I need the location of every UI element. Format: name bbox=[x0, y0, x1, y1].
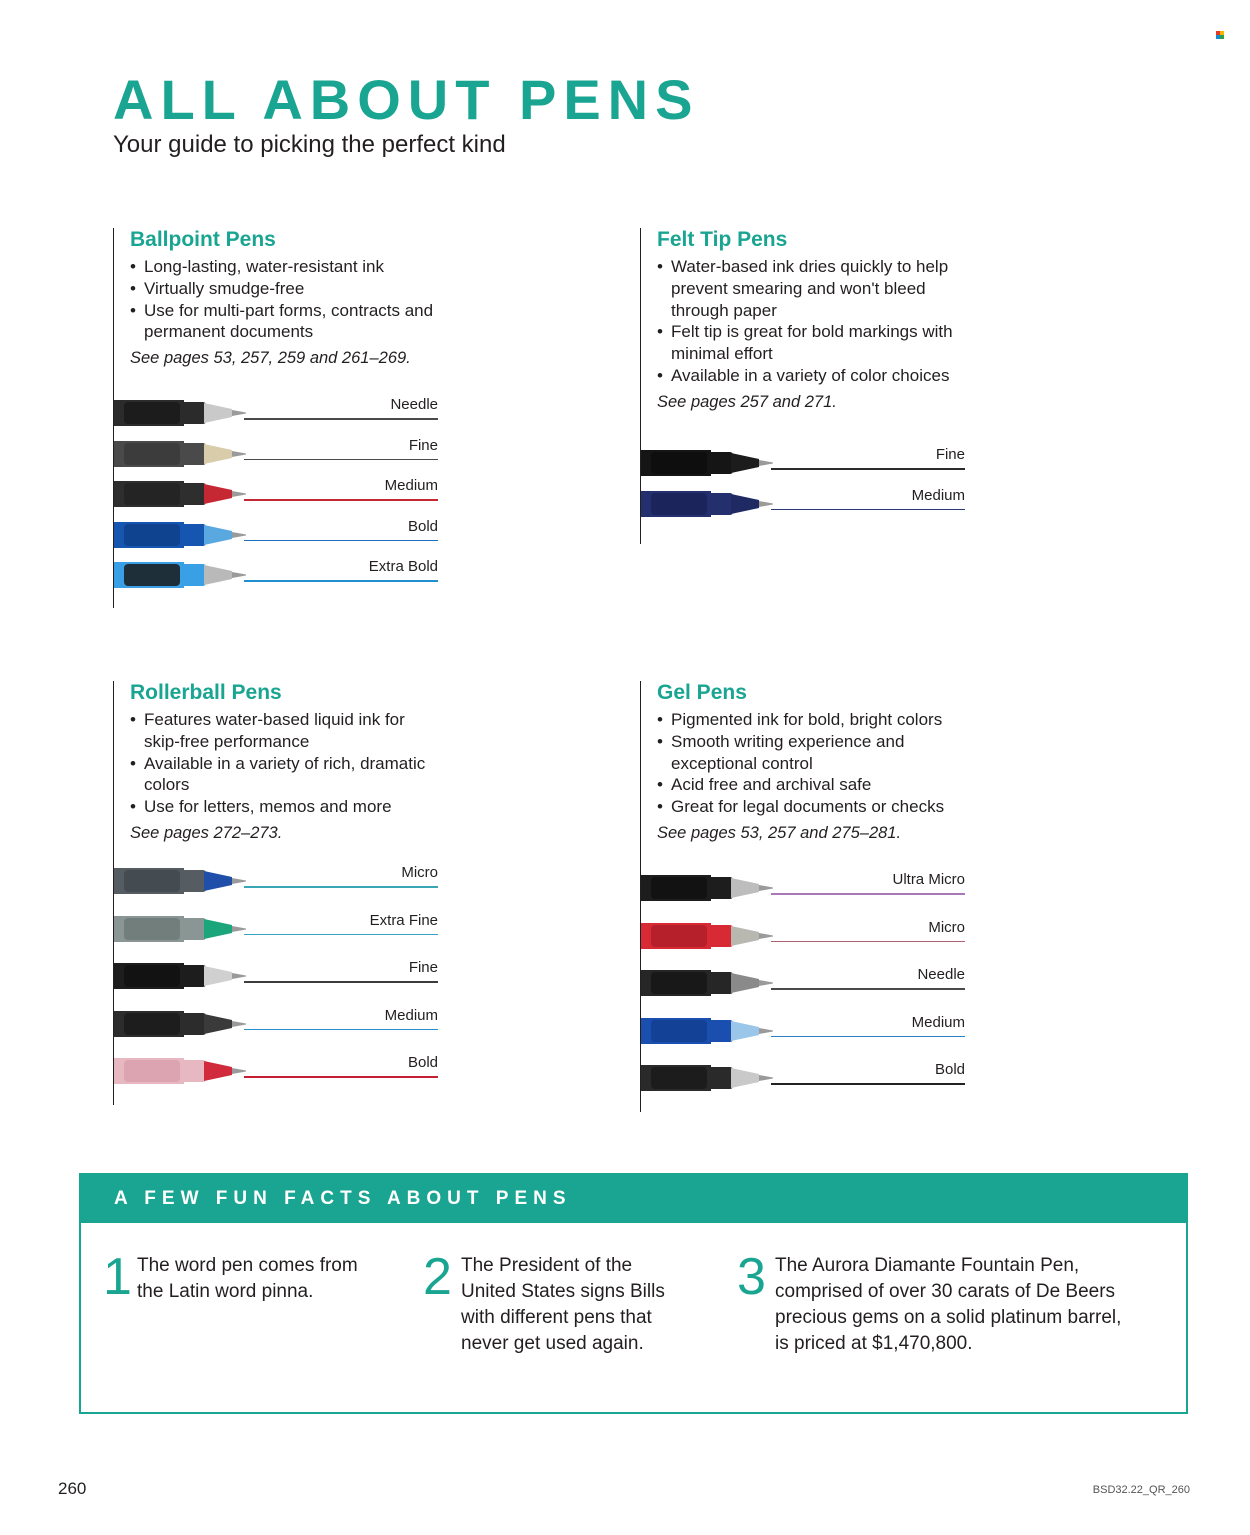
pen-image bbox=[641, 871, 781, 905]
bullet-item: • Virtually smudge-free bbox=[130, 278, 444, 300]
pen-image bbox=[114, 437, 254, 471]
pen-sample-needle bbox=[114, 396, 438, 432]
pen-image bbox=[114, 396, 254, 430]
pen-sample-fine bbox=[641, 446, 965, 482]
bullet-list bbox=[657, 256, 971, 387]
page-subtitle: Your guide to picking the perfect kind bbox=[113, 131, 506, 158]
pen-image bbox=[114, 959, 254, 993]
page-number: 260 bbox=[58, 1479, 87, 1498]
see-pages: See pages 53, 257, 259 and 261–269. bbox=[130, 349, 411, 368]
ink-line bbox=[244, 1076, 438, 1078]
bullet-list bbox=[130, 256, 444, 343]
bullet-item: • Long-lasting, water-resistant ink bbox=[130, 256, 444, 278]
ballpoint-section bbox=[113, 228, 444, 608]
section-title: Ballpoint Pens bbox=[130, 228, 276, 251]
pen-sample-bold bbox=[114, 1054, 438, 1090]
bullet-item: • Acid free and archival safe bbox=[657, 774, 971, 796]
corner-logo-icon bbox=[1216, 31, 1226, 41]
pen-image bbox=[114, 864, 254, 898]
pen-image bbox=[641, 446, 781, 480]
pen-image bbox=[641, 1014, 781, 1048]
ink-line bbox=[771, 941, 965, 943]
ink-line bbox=[771, 988, 965, 990]
tip-size-label: Bold bbox=[407, 517, 438, 535]
pen-image bbox=[114, 1007, 254, 1041]
pen-sample-bold bbox=[641, 1061, 965, 1097]
pen-sample-fine bbox=[114, 959, 438, 995]
tip-size-label: Fine bbox=[935, 446, 965, 463]
ink-line bbox=[771, 1083, 965, 1085]
fact-number: 1 bbox=[103, 1248, 132, 1306]
pen-sample-medium bbox=[641, 487, 965, 523]
ink-line bbox=[244, 981, 438, 983]
tip-size-label: Micro bbox=[928, 918, 965, 936]
pen-sample-medium bbox=[114, 1007, 438, 1043]
ink-line bbox=[771, 893, 965, 895]
tip-size-label: Needle bbox=[917, 966, 965, 983]
bullet-item: • Great for legal documents or checks bbox=[657, 796, 971, 818]
pen-sample-needle bbox=[641, 966, 965, 1002]
fun-facts-box bbox=[79, 1173, 1188, 1414]
pen-image bbox=[114, 558, 254, 592]
ink-line bbox=[244, 886, 438, 888]
pen-image bbox=[114, 1054, 254, 1088]
section-title: Felt Tip Pens bbox=[657, 228, 788, 251]
ink-line bbox=[244, 459, 438, 461]
catalog-code: BSD32.22_QR_260 bbox=[1092, 1484, 1190, 1496]
fact-text: The word pen comes from the Latin word pinna. bbox=[137, 1255, 358, 1302]
see-pages: See pages 257 and 271. bbox=[657, 392, 837, 411]
pen-sample-medium bbox=[641, 1014, 965, 1050]
tip-size-label: Extra Bold bbox=[368, 558, 438, 575]
pen-image bbox=[641, 966, 781, 1000]
bullet-list bbox=[657, 709, 971, 818]
pen-image bbox=[114, 477, 254, 511]
see-pages: See pages 53, 257 and 275–281. bbox=[657, 823, 902, 842]
fact-text: The Aurora Diamante Fountain Pen, comprised of over 30 carats of De Beers precious gems on a solid platinum barrel, is priced at $1,470,800. bbox=[775, 1255, 1122, 1354]
tip-size-label: Needle bbox=[390, 396, 438, 413]
pen-image bbox=[114, 912, 254, 946]
tip-size-label: Bold bbox=[407, 1054, 438, 1071]
fact-number: 2 bbox=[423, 1248, 452, 1306]
pen-image bbox=[114, 518, 254, 552]
tip-size-label: Medium bbox=[911, 1013, 965, 1031]
pen-sample-micro bbox=[641, 919, 965, 955]
pen-image bbox=[641, 487, 781, 521]
ink-line bbox=[244, 499, 438, 501]
bullet-item: • Smooth writing experience and exceptional control bbox=[657, 731, 971, 775]
ink-line bbox=[244, 580, 438, 582]
pen-image bbox=[641, 919, 781, 953]
see-pages: See pages 272–273. bbox=[130, 823, 283, 842]
tip-size-label: Medium bbox=[911, 486, 965, 504]
felt-tip-section bbox=[640, 228, 971, 544]
ink-line bbox=[771, 509, 965, 511]
bullet-list bbox=[130, 709, 444, 818]
pen-sample-ultra-micro bbox=[641, 871, 965, 907]
page-title: ALL ABOUT PENS bbox=[113, 68, 700, 131]
pen-sample-extra-bold bbox=[114, 558, 438, 594]
section-title: Rollerball Pens bbox=[130, 681, 282, 704]
ink-line bbox=[771, 468, 965, 470]
pen-sample-medium bbox=[114, 477, 438, 513]
bullet-item: • Use for multi-part forms, contracts and permanent documents bbox=[130, 300, 444, 344]
pen-sample-bold bbox=[114, 518, 438, 554]
tip-size-label: Medium bbox=[384, 477, 438, 494]
bullet-item: • Water-based ink dries quickly to help prevent smearing and won't bleed through paper bbox=[657, 256, 971, 321]
ink-line bbox=[244, 934, 438, 936]
ink-line bbox=[244, 418, 438, 420]
ink-line bbox=[244, 540, 438, 542]
tip-size-label: Medium bbox=[384, 1006, 438, 1024]
tip-size-label: Fine bbox=[408, 436, 438, 454]
tip-size-label: Micro bbox=[401, 864, 438, 881]
bullet-item: • Available in a variety of rich, dramatic colors bbox=[130, 753, 444, 797]
ink-line bbox=[771, 1036, 965, 1038]
fact-text: The President of the United States signs Bills with different pens that never get used again. bbox=[461, 1255, 665, 1354]
tip-size-label: Bold bbox=[934, 1061, 965, 1078]
rollerball-section bbox=[113, 681, 444, 1105]
tip-size-label: Ultra Micro bbox=[892, 871, 965, 888]
bullet-item: • Pigmented ink for bold, bright colors bbox=[657, 709, 971, 731]
bullet-item: • Features water-based liquid ink for skip-free performance bbox=[130, 709, 444, 753]
fact-number: 3 bbox=[737, 1248, 766, 1306]
tip-size-label: Fine bbox=[408, 959, 438, 976]
gel-section bbox=[640, 681, 971, 1112]
bullet-item: • Available in a variety of color choices bbox=[657, 365, 971, 387]
fun-facts-heading: A FEW FUN FACTS ABOUT PENS bbox=[81, 1175, 1186, 1223]
ink-line bbox=[244, 1029, 438, 1031]
section-title: Gel Pens bbox=[657, 681, 747, 704]
tip-size-label: Extra Fine bbox=[369, 911, 438, 929]
pen-image bbox=[641, 1061, 781, 1095]
bullet-item: • Felt tip is great for bold markings with minimal effort bbox=[657, 321, 971, 365]
pen-sample-fine bbox=[114, 437, 438, 473]
pen-sample-extra-fine bbox=[114, 912, 438, 948]
pen-sample-micro bbox=[114, 864, 438, 900]
bullet-item: • Use for letters, memos and more bbox=[130, 796, 444, 818]
